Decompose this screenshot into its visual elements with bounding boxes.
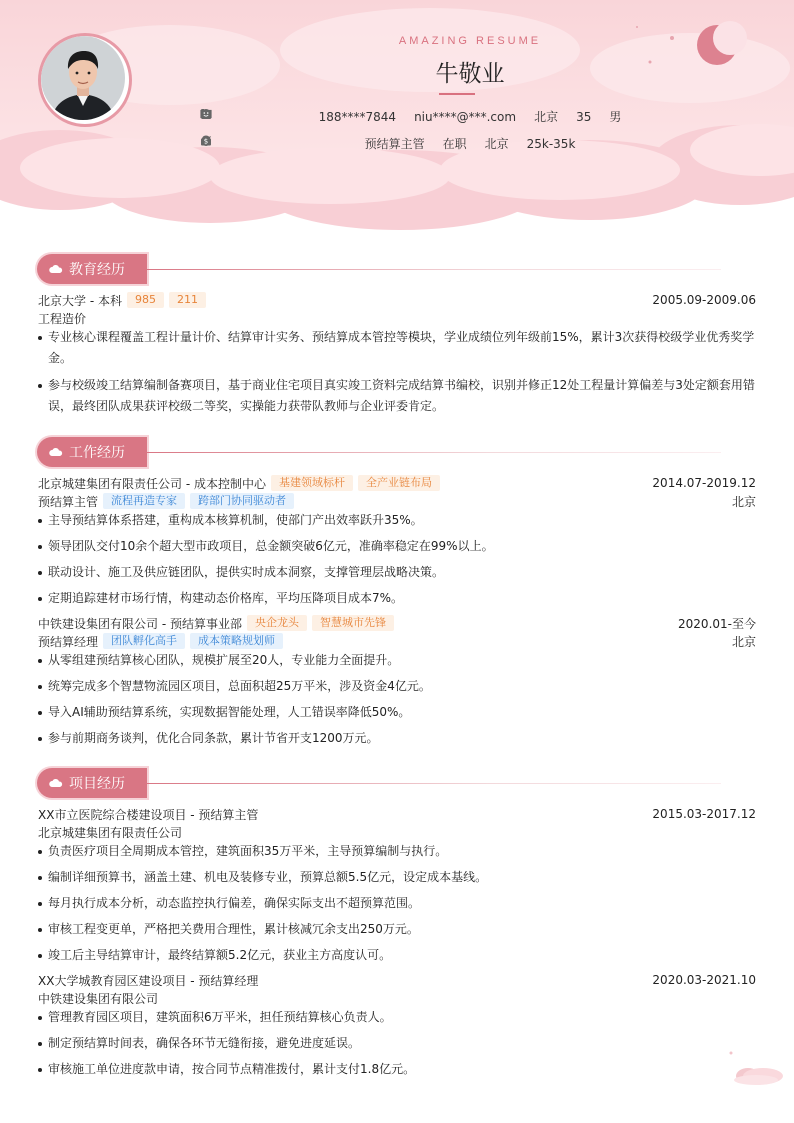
project-company: 中铁建设集团有限公司 [38,991,159,1006]
list-item: 统筹完成多个智慧物流园区项目，总面积超25万平米，涉及资金4亿元。 [38,676,756,697]
education-major-row [38,309,756,327]
list-item: 导入AI辅助预结算系统，实现数据智能处理，人工错误率降低50%。 [38,702,756,723]
company-name: 北京城建集团有限责任公司 - 成本控制中心 [38,476,266,491]
svg-text:$: $ [203,137,209,146]
project-date: 2015.03-2017.12 [652,807,756,821]
avatar [38,33,132,127]
list-item: 定期追踪建材市场行情，构建动态价格库，平均压降项目成本7%。 [38,588,756,609]
phone-text: 188****7844 [318,109,397,124]
salary-text: 25k-35k [526,136,576,151]
project-bullets [38,1007,756,1080]
position-name: 预结算经理 [38,634,99,649]
contact-row [200,108,740,125]
project-company-row [38,823,756,841]
list-item: 联动设计、施工及供应链团队，提供实时成本洞察，支撑管理层战略决策。 [38,562,756,583]
resume-subtitle: AMAZING RESUME [398,35,542,47]
list-item: 审核工程变更单，严格把关费用合理性，累计核减冗余支出250万元。 [38,919,756,940]
candidate-name: 牛敬业 [435,61,505,87]
list-item: 编制详细预算书，涵盖土建、机电及装修专业，预算总额5.5亿元，设定成本基线。 [38,867,756,888]
education-section-title [37,254,147,284]
position-tag: 跨部门协同驱动者 [190,493,294,509]
project-company: 北京城建集团有限责任公司 [38,825,183,840]
list-item: 领导团队交付10余个超大型市政项目，总金额突破6亿元，准确率稳定在99%以上。 [38,536,756,557]
email-info [414,108,516,125]
hometown-text: 北京 [534,110,559,124]
status-text: 在职 [442,137,467,151]
job-bullets [38,650,756,749]
list-item: 负责医疗项目全周期成本管控，建筑面积35万平米，主导预算编制与执行。 [38,841,756,862]
education-section-header [37,254,757,284]
position-tag: 流程再造专家 [103,493,185,509]
position-tag: 成本策略规划师 [190,633,283,649]
section-divider [147,452,721,453]
education-title-text: 教育经历 [69,262,125,278]
company-tag: 基建领域标杆 [271,475,353,491]
cloud-icon [49,778,63,788]
target-city-text: 北京 [484,137,509,151]
list-item: 制定预结算时间表，确保各环节无缝衔接，避免进度延误。 [38,1033,756,1054]
section-divider [147,783,721,784]
company-tag: 智慧城市先锋 [312,615,394,631]
list-item: 专业核心课程覆盖工程计量计价、结算审计实务、预结算成本管控等模块，学业成绩位列年级前15%，累计3次获得校级学业优秀奖学金。 [38,327,756,369]
gender-text: 男 [609,110,622,124]
company-tag: 央企龙头 [247,615,307,631]
project-entry-header [38,805,756,823]
age-info [576,108,591,125]
list-item: 每月执行成本分析，动态监控执行偏差，确保实际支出不超预算范围。 [38,893,756,914]
project-title-text: 项目经历 [69,776,125,792]
age-text: 35 [576,109,592,124]
email-text: niu****@***.com [414,109,517,124]
project-bullets [38,841,756,966]
project-company-row [38,989,756,1007]
name-underline [439,93,475,95]
job-position-row [38,492,756,510]
project-section-title [37,768,147,798]
target-position-text: 预结算主管 [364,137,425,151]
project-name: XX市立医院综合楼建设项目 - 预结算主管 [38,807,259,822]
project-entry-header [38,971,756,989]
job-entry-header [38,614,756,632]
job-city: 北京 [731,494,756,509]
position-tag: 团队孵化高手 [103,633,185,649]
job-date: 2020.01-至今 [678,616,756,631]
work-section-title [37,437,147,467]
major-name: 工程造价 [38,311,87,326]
list-item: 管理教育园区项目，建筑面积6万平米，担任预结算核心负责人。 [38,1007,756,1028]
cloud-icon [49,447,63,457]
job-city: 北京 [731,634,756,649]
list-item: 主导预结算体系搭建，重构成本核算机制，使部门产出效率跃升35%。 [38,510,756,531]
work-title-text: 工作经历 [69,445,125,461]
project-section-header [37,768,757,798]
position-name: 预结算主管 [38,494,99,509]
section-divider [147,269,721,270]
gender-info [609,108,621,125]
target-position-info [365,135,425,152]
job-intent-row [200,135,740,152]
education-bullets [38,327,756,417]
target-city-info [485,135,509,152]
job-position-row [38,632,756,650]
project-name: XX大学城教育园区建设项目 - 预结算经理 [38,973,259,988]
list-item: 从零组建预结算核心团队，规模扩展至20人，专业能力全面提升。 [38,650,756,671]
header-banner [0,0,794,235]
job-bullets [38,510,756,609]
smile-icon [200,108,212,120]
project-date: 2020.03-2021.10 [652,973,756,987]
school-tag: 985 [127,292,164,308]
cloud-decoration [728,1050,788,1090]
cloud-icon [49,264,63,274]
company-name: 中铁建设集团有限公司 - 预结算事业部 [38,616,242,631]
job-entry-header [38,474,756,492]
list-item: 参与前期商务谈判，优化合同条款，累计节省开支1200万元。 [38,728,756,749]
education-date: 2005.09-2009.06 [652,293,756,307]
list-item: 审核施工单位进度款申请，按合同节点精准拨付，累计支付1.8亿元。 [38,1059,756,1080]
phone-info [319,108,396,125]
profile-photo [41,36,125,120]
home-info [534,108,558,125]
work-section-header [37,437,757,467]
money-icon [200,135,212,147]
status-info [443,135,467,152]
company-tag: 全产业链布局 [358,475,440,491]
education-entry-header [38,291,756,309]
list-item: 竣工后主导结算审计，最终结算额5.2亿元，获业主方高度认可。 [38,945,756,966]
school-name: 北京大学 - 本科 [38,293,122,308]
job-date: 2014.07-2019.12 [652,476,756,490]
list-item: 参与校级竣工结算编制备赛项目，基于商业住宅项目真实竣工资料完成结算书编校，识别并修正12处工程量计算偏差与3处定额套用错误，最终团队成果获评校级二等奖，实操能力获带队教师与企业评委肯定。 [38,375,756,417]
school-tag: 211 [169,292,206,308]
